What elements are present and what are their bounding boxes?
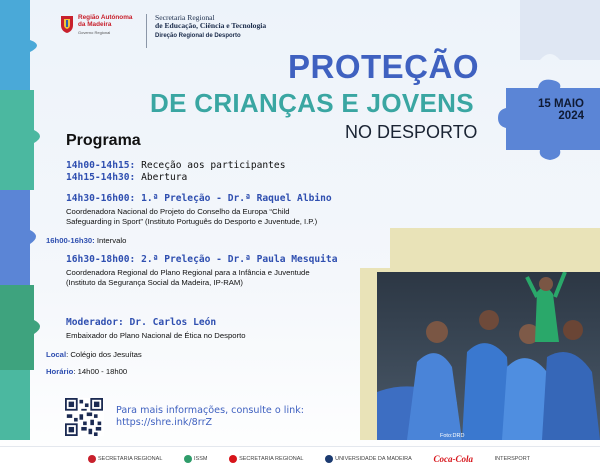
photo-credit: Foto:DRD [440,433,465,439]
footer-logo-secretaria-2 [229,455,303,463]
interval-text: Intervalo [94,236,127,245]
footer-logo-4-text: UNIVERSIDADE DA MADEIRA [335,455,412,462]
date-year: 2024 [558,110,584,122]
secretaria-line2: de Educação, Ciência e Tecnologia [155,21,267,31]
header-divider [146,14,147,48]
region-line2: da Madeira [78,21,112,28]
dancers-photo [377,272,600,440]
footer-logo-1-text: SECRETARIA REGIONAL [98,455,163,462]
prelecao1-title: 14h30-16h00: 1.ª Preleção - Dr.ª Raquel Albino [66,193,332,204]
interval-line [46,236,126,245]
horario-label: Horário [46,367,74,376]
info-link[interactable]: https://shre.ink/8rrZ [116,417,213,428]
local-line [46,350,142,359]
local-label: Local [46,350,67,359]
region-name [78,14,146,36]
schedule-time: 14h00-14h15: [66,160,136,171]
footer-logo-6-text: INTERSPORT [494,455,530,462]
region-sub: Governo Regional [78,30,111,35]
coat-of-arms-icon [60,14,74,34]
uma-logo-icon [325,455,333,463]
moderator-title: Moderador: Dr. Carlos León [66,317,217,328]
footer-logo-3-text: SECRETARIA REGIONAL [239,455,304,462]
direcao-text: Direção Regional de Desporto [155,32,241,39]
issm-logo-icon [184,455,192,463]
schedule-time: 14h15-14h30: [66,172,136,183]
prelecao2-desc2: (Instituto da Segurança Social da Madeira, IP-RAM) [66,278,243,287]
horario-value: : 14h00 - 18h00 [73,367,128,376]
footer-logo-issm [184,455,207,463]
footer-logo-5-text: Coca-Cola [433,453,473,464]
prelecao2-title: 16h30-18h00: 2.ª Preleção - Dr.ª Paula Mesquita [66,254,338,265]
moderator-description: Embaixador do Plano Nacional de Ética no Desporto [66,331,246,340]
sponsor-footer [0,446,600,470]
info-block [116,405,304,429]
schedule-text: Receção aos participantes [135,160,286,171]
footer-logo-uma [325,455,412,463]
secretaria-logo-icon [88,455,96,463]
prelecao1-desc1: Coordenadora Nacional do Projeto do Conselho da Europa “Child [66,207,290,216]
schedule-item-1 [66,160,286,172]
footer-logo-intersport [495,456,530,462]
prelecao2-description [66,268,310,288]
prelecao1-description [66,207,317,227]
horario-line [46,367,127,376]
schedule-text: Abertura [135,172,188,183]
schedule-item-2 [66,172,187,184]
left-puzzle-decoration [0,0,45,440]
footer-logo-2-text: ISSM [194,455,208,462]
event-date [502,98,584,122]
region-line1: Região Autónoma [78,14,133,21]
interval-time: 16h00-16h30: [46,236,95,245]
secretaria-line1: Secretaria Regional [155,13,215,22]
prelecao2-desc1: Coordenadora Regional do Plano Regional para a Infância e Juventude [66,268,310,277]
info-text: Para mais informações, consulte o link: [116,405,304,416]
secretaria-2-logo-icon [229,455,237,463]
prelecao1-desc2: Safeguarding in Sport” (Instituto Português do Desporto e Juventude, I.P.) [66,217,318,226]
program-heading: Programa [66,132,141,149]
title-line1: PROTEÇÃO [288,48,480,85]
footer-logo-cocacola [433,454,473,464]
title-line3: NO DESPORTO [345,122,478,142]
secretaria-text [155,14,266,40]
footer-logo-secretaria [88,455,162,463]
qr-code-icon[interactable] [64,398,104,436]
local-value: : Colégio dos Jesuítas [66,350,142,359]
date-day-month: 15 MAIO [537,98,584,110]
title-line2: DE CRIANÇAS E JOVENS [150,88,474,118]
header [60,14,266,54]
